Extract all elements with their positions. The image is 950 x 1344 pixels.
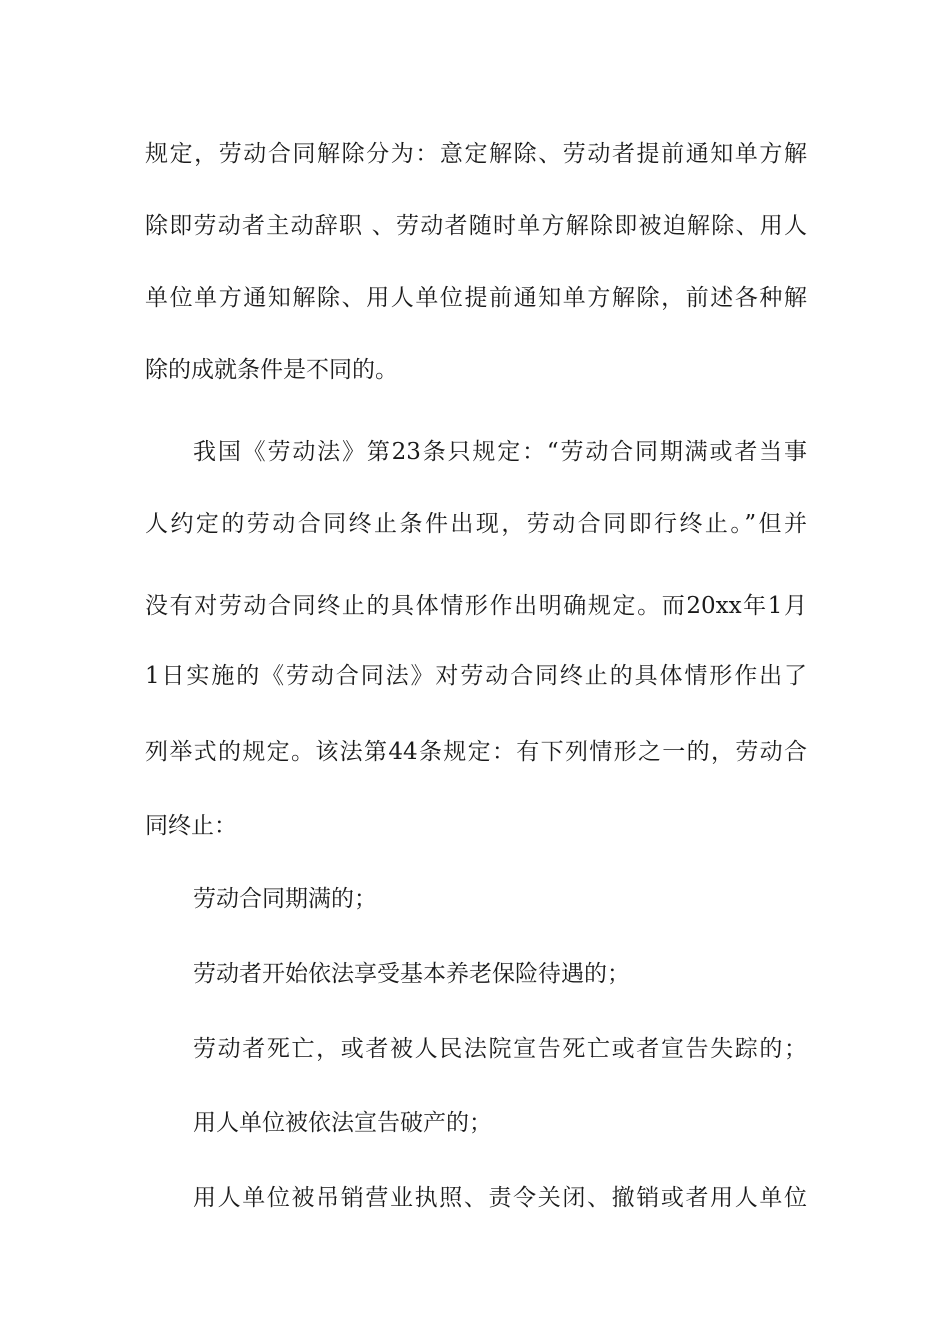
paragraph-line: 除的成就条件是不同的。 xyxy=(145,357,398,383)
paragraph-line: 没有对劳动合同终止的具体情形作出明确规定。而20xx年1月 xyxy=(145,593,807,619)
paragraph-line: 规定，劳动合同解除分为：意定解除、劳动者提前通知单方解 xyxy=(145,141,807,167)
paragraph-line: 单位单方通知解除、用人单位提前通知单方解除，前述各种解 xyxy=(145,285,807,311)
list-item: 劳动合同期满的； xyxy=(193,886,377,912)
list-item: 用人单位被依法宣告破产的； xyxy=(193,1110,492,1136)
list-item: 用人单位被吊销营业执照、责令关闭、撤销或者用人单位 xyxy=(193,1185,807,1211)
paragraph-line: 我国《劳动法》第23条只规定：“劳动合同期满或者当事 xyxy=(193,439,807,465)
list-item: 劳动者开始依法享受基本养老保险待遇的； xyxy=(193,961,630,987)
paragraph-line: 同终止： xyxy=(145,813,237,839)
list-item: 劳动者死亡，或者被人民法院宣告死亡或者宣告失踪的； xyxy=(193,1036,807,1062)
paragraph-line: 1日实施的《劳动合同法》对劳动合同终止的具体情形作出了 xyxy=(145,663,807,689)
paragraph-line: 列举式的规定。该法第44条规定：有下列情形之一的，劳动合 xyxy=(145,739,807,765)
paragraph-line: 人约定的劳动合同终止条件出现，劳动合同即行终止。”但并 xyxy=(145,511,807,537)
paragraph-line: 除即劳动者主动辞职 、劳动者随时单方解除即被迫解除、用人 xyxy=(145,213,807,239)
